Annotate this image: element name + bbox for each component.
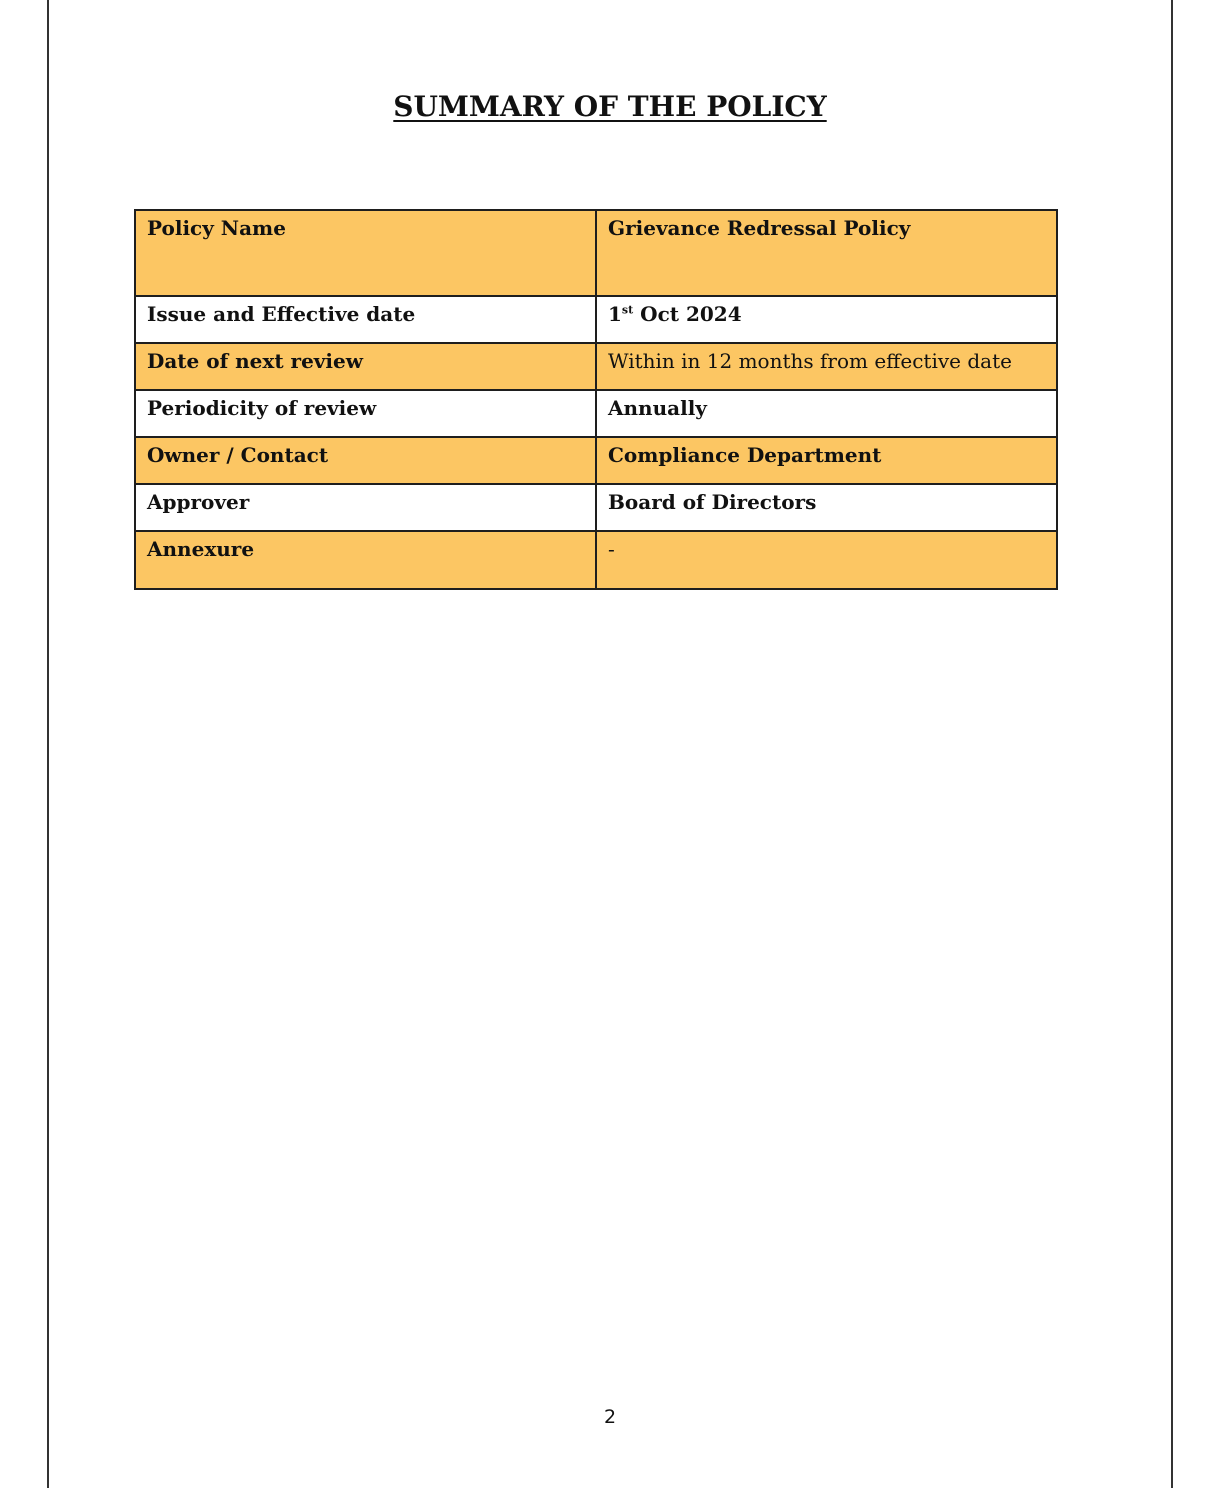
table-row [135, 343, 1057, 390]
row-value: Within in 12 months from effective date [596, 343, 1057, 390]
row-label: Policy Name [135, 210, 596, 296]
row-label: Issue and Effective date [135, 296, 596, 343]
page-number: 2 [603, 1406, 617, 1428]
row-label: Periodicity of review [135, 390, 596, 437]
table-row [135, 437, 1057, 484]
row-value: Grievance Redressal Policy [596, 210, 1057, 296]
row-label: Annexure [135, 531, 596, 589]
row-label: Date of next review [135, 343, 596, 390]
effective-date-day: 1 [608, 302, 622, 326]
policy-summary-table [134, 209, 1058, 590]
table-row [135, 484, 1057, 531]
row-label: Approver [135, 484, 596, 531]
table-row [135, 210, 1057, 296]
page-title: SUMMARY OF THE POLICY [393, 90, 827, 123]
table-row [135, 531, 1057, 589]
document-page [47, 0, 1173, 1488]
row-value: Annually [596, 390, 1057, 437]
row-value [596, 296, 1057, 343]
row-label: Owner / Contact [135, 437, 596, 484]
table-row [135, 390, 1057, 437]
effective-date-rest: Oct 2024 [633, 302, 742, 326]
row-value: - [596, 531, 1057, 589]
table-row [135, 296, 1057, 343]
row-value: Board of Directors [596, 484, 1057, 531]
row-value: Compliance Department [596, 437, 1057, 484]
effective-date-suffix: st [621, 303, 634, 317]
